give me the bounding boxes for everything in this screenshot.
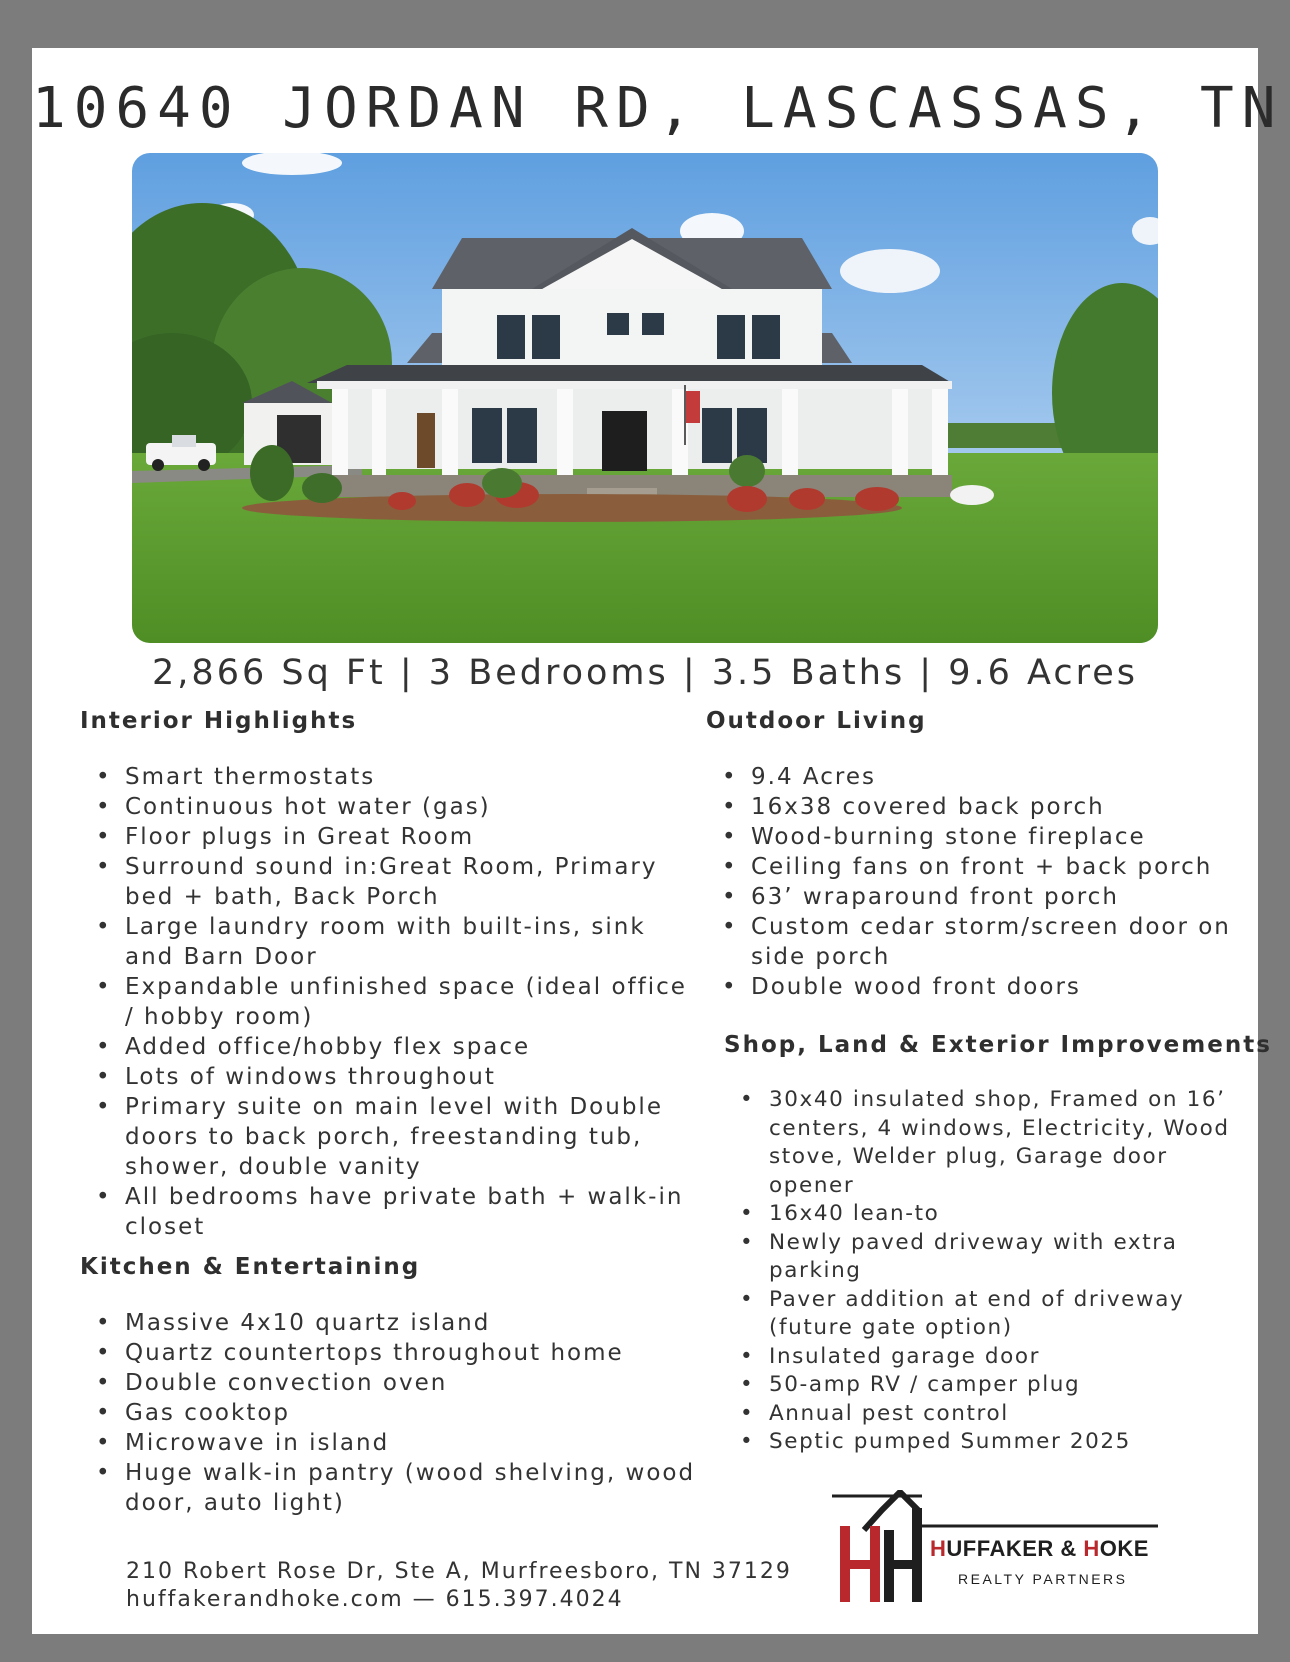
interior-heading: Interior Highlights — [80, 708, 358, 734]
list-item: • Double wood front doors — [706, 972, 1246, 1002]
list-item: • Paver addition at end of driveway (future gate option) — [724, 1286, 1246, 1343]
list-item: • Continuous hot water (gas) — [80, 792, 700, 822]
list-item: • Massive 4x10 quartz island — [80, 1308, 700, 1338]
list-item: • Primary suite on main level with Double doors to back porch, freestanding tub, shower, double vanity — [80, 1092, 700, 1182]
logo-h2: H — [1083, 1536, 1100, 1561]
list-item: • Ceiling fans on front + back porch — [706, 852, 1246, 882]
list-item: • Huge walk-in pantry (wood shelving, wood door, auto light) — [80, 1458, 700, 1518]
property-address-title: 10640 JORDAN RD, LASCASSAS, TN — [32, 76, 1284, 141]
list-item: • 63’ wraparound front porch — [706, 882, 1246, 912]
list-item: • Quartz countertops throughout home — [80, 1338, 700, 1368]
list-item: • Double convection oven — [80, 1368, 700, 1398]
list-item: • Annual pest control — [724, 1400, 1246, 1429]
list-item: • Custom cedar storm/screen door on side porch — [706, 912, 1246, 972]
list-item: • Floor plugs in Great Room — [80, 822, 700, 852]
list-item: • Microwave in island — [80, 1428, 700, 1458]
logo-name-part1: UFFAKER & — [946, 1536, 1084, 1561]
flyer-sheet — [32, 48, 1284, 1634]
logo-name-part2: OKE — [1099, 1536, 1149, 1561]
office-address: 210 Robert Rose Dr, Ste A, Murfreesboro, TN 37129 — [126, 1559, 792, 1584]
right-column — [706, 708, 1272, 1457]
outdoor-list — [706, 762, 1246, 1002]
list-item: • Large laundry room with built-ins, sink and Barn Door — [80, 912, 700, 972]
list-item: • 16x40 lean-to — [724, 1200, 1246, 1229]
house-h-logo-icon — [830, 1490, 1160, 1610]
list-item: • Septic pumped Summer 2025 — [724, 1428, 1246, 1457]
shop-heading: Shop, Land & Exterior Improvements — [724, 1032, 1272, 1058]
interior-list — [80, 762, 700, 1242]
kitchen-heading: Kitchen & Entertaining — [80, 1254, 421, 1280]
website-phone: huffakerandhoke.com — 615.397.4024 — [126, 1587, 624, 1612]
list-item: • 50-amp RV / camper plug — [724, 1371, 1246, 1400]
list-item: • 16x38 covered back porch — [706, 792, 1246, 822]
list-item: • Wood-burning stone fireplace — [706, 822, 1246, 852]
svg-text:HUFFAKER & HOKE — [930, 1536, 1149, 1561]
list-item: • Lots of windows throughout — [80, 1062, 700, 1092]
shop-section — [706, 1032, 1272, 1457]
list-item: • 9.4 Acres — [706, 762, 1246, 792]
house-illustration — [132, 153, 1158, 643]
outdoor-heading: Outdoor Living — [706, 708, 927, 734]
left-column — [80, 708, 700, 1518]
list-item: • Surround sound in:Great Room, Primary bed + bath, Back Porch — [80, 852, 700, 912]
list-item: • Smart thermostats — [80, 762, 700, 792]
property-stats: 2,866 Sq Ft | 3 Bedrooms | 3.5 Baths | 9.6 Acres — [152, 653, 1138, 693]
house-photo — [132, 153, 1158, 643]
logo-tagline: REALTY PARTNERS — [958, 1571, 1128, 1587]
brokerage-logo — [830, 1490, 1160, 1610]
list-item: • All bedrooms have private bath + walk-in closet — [80, 1182, 700, 1242]
list-item: • Insulated garage door — [724, 1343, 1246, 1372]
list-item: • Added office/hobby flex space — [80, 1032, 700, 1062]
shop-list — [724, 1086, 1246, 1457]
logo-h1: H — [930, 1536, 947, 1561]
list-item: • Newly paved driveway with extra parking — [724, 1229, 1246, 1286]
kitchen-list — [80, 1308, 700, 1518]
list-item: • Expandable unfinished space (ideal office / hobby room) — [80, 972, 700, 1032]
office-contact — [126, 1558, 792, 1614]
list-item: • 30x40 insulated shop, Framed on 16’ centers, 4 windows, Electricity, Wood stove, Welder plug, Garage door opener — [724, 1086, 1246, 1200]
list-item: • Gas cooktop — [80, 1398, 700, 1428]
